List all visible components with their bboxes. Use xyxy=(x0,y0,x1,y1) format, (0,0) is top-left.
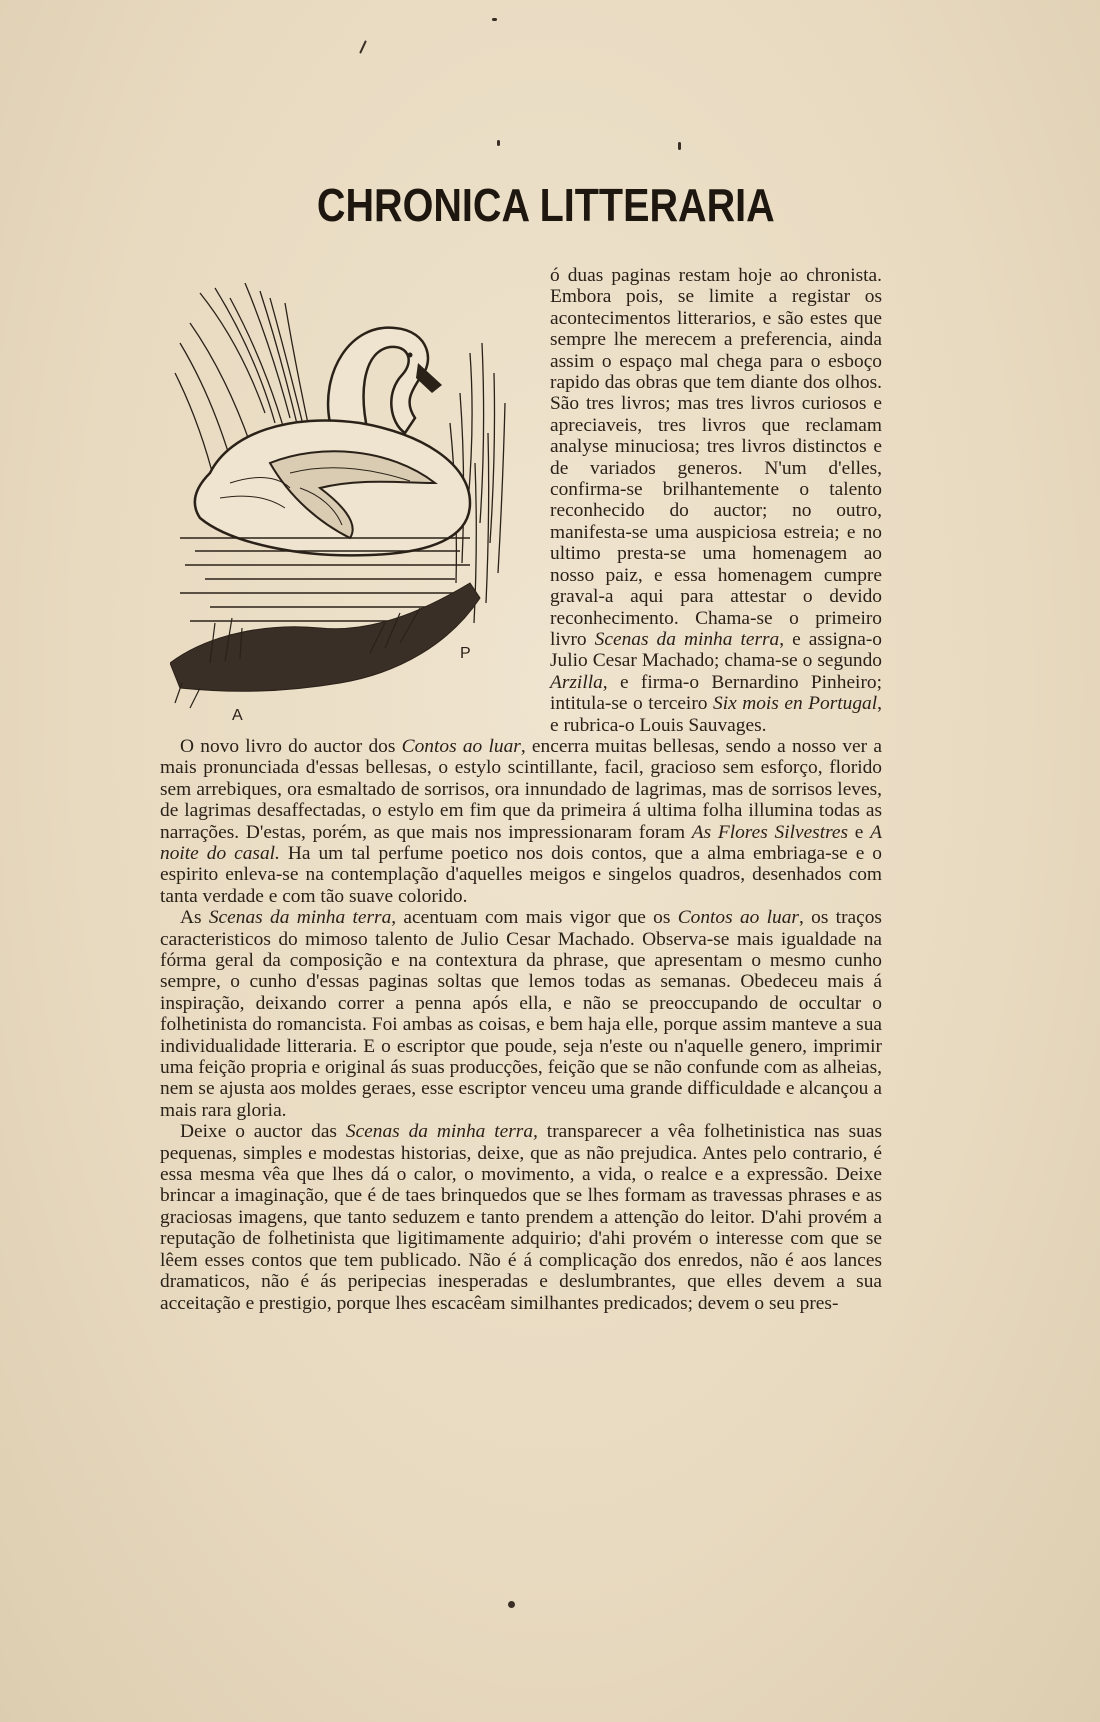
text-run: ó duas paginas restam hoje ao chronista. Embora pois, se limite a registar os acontecimentos litterarios, e são estes que sempre lhe merecem a preferencia, ainda assim o espaço mal chega para o esboço rapido das obras que tem diante dos olhos. São tres livros; mas tres livros curiosos e apreciaveis, tres livros que reclamam analyse minuciosa; tres livros distinctos e de variados generos. N'um d'elles, confirma-se brilhantemente o talento reconhecido do auctor; no outro, manifesta-se uma auspiciosa estreia; e no ultimo presta-se uma homenagem ao nosso paiz, e essa homenagem cumpre graval-a aqui para attestar o devido reconhecimento. Chama-se o primeiro livro xyxy=(550,265,882,650)
text-run: Deixe o auctor das xyxy=(180,1121,346,1143)
text-run: , encerra muitas bellesas, sendo a nosso ver a mais pronunciada d'essas bellesas, o estylo scintillante, facil, gracioso sem esforço, florido sem arrebiques, ora esmaltado de sorrisos, ora innundado de lagrimas, mas de sorrisos leves, de lagrimas desaffectadas, o estylo em fim que da primeira á ultima folha illumina todas as narrações. D'estas, porém, as que mais nos impressionaram foram xyxy=(160,735,882,843)
engraver-signature-left: A xyxy=(232,707,243,724)
paragraph xyxy=(160,907,882,1121)
ink-speck xyxy=(497,140,500,146)
italic-title: Scenas da minha terra xyxy=(594,628,780,650)
italic-title: Six mois en Portugal xyxy=(713,693,878,715)
ink-speck xyxy=(508,1601,515,1608)
italic-title: Contos ao luar xyxy=(677,907,799,929)
ink-speck xyxy=(492,18,497,21)
paragraph xyxy=(160,736,882,907)
text-run: , os traços caracteristicos do mimoso talento de Julio Cesar Machado. Observa-se mais igualdade na fórma geral da composição e na contextura da phrase, que apresentam o mesmo cunho sempre, o cunho d'essas paginas soltas que lemos todas as semanas. Obedeceu mais á inspiração, deixando correr a penna após ella, e não se preoccupando de occultar o folhetinista do romancista. Foi ambas as coisas, e bem haja elle, porque assim manteve a sua individualidade litteraria. E o escriptor que poude, seja n'este ou n'aquelle genero, imprimir uma feição propria e original ás suas producções, feição que se não confunde com as alheias, nem se ajusta aos moldes geraes, esse escriptor venceu uma grande difficuldade e alcançou a mais rara gloria. xyxy=(160,907,882,1121)
text-run: e xyxy=(848,821,871,843)
italic-title: As Flores Silvestres xyxy=(691,821,849,843)
swan-illustration xyxy=(160,265,540,723)
text-run: Ha um tal perfume poetico nos dois contos, que a alma embriaga-se e o espirito enleva-se na contemplação d'aquelles meigos e singelos quadros, desenhados com tanta verdade e com tão suave colorido. xyxy=(160,842,882,907)
page-title: CHRONICA LITTERARIA xyxy=(316,179,775,231)
article-body xyxy=(160,265,882,1314)
text-run: , e assigna-o Julio Cesar Machado; chama-se o segundo xyxy=(550,628,882,672)
text-run: As xyxy=(180,907,209,929)
italic-title: A noite do casal. xyxy=(160,821,882,864)
italic-title: Scenas da minha terra, xyxy=(345,1121,538,1143)
text-run: transparecer a vêa folhetinistica nas suas pequenas, simples e modestas historias, deixe, que as não prejudica. Antes pelo contrario, é essa mesma vêa que lhes dá o calor, o movimento, a vida, o realce e a expressão. Deixe brincar a imaginação, que é de taes brinquedos que se lhes formam as travessas phrases e as graciosas imagens, que tanto seduzem e tanto prendem a attenção do leitor. D'ahi provém a reputação de folhetinista que ligitimamente adquirio; d'ahi provém o interesse com que se lêem esses contos que tem publicado. Não é á complicação dos enredos, não é aos lances dramaticos, não é ás peripecias inesperadas e deslumbrantes, que elles devem a sua acceitação e prestigio, porque lhes escacêam similhantes predicados; devem o seu pres- xyxy=(160,1121,882,1314)
italic-title: Scenas da minha terra xyxy=(208,907,392,929)
italic-title: Arzilla xyxy=(550,671,603,693)
text-run: , acentuam com mais vigor que os xyxy=(391,907,678,929)
paragraph xyxy=(160,1121,882,1314)
ink-speck xyxy=(678,142,681,150)
text-run: O novo livro do auctor dos xyxy=(180,735,402,757)
engraver-signature-right: P xyxy=(460,645,471,662)
italic-title: Contos ao luar xyxy=(401,735,521,757)
text-run: , e firma-o Bernardino Pinheiro; intitula-se o terceiro xyxy=(550,671,882,715)
ink-speck xyxy=(359,40,367,54)
text-run: , e rubrica-o Louis Sauvages. xyxy=(550,693,882,736)
